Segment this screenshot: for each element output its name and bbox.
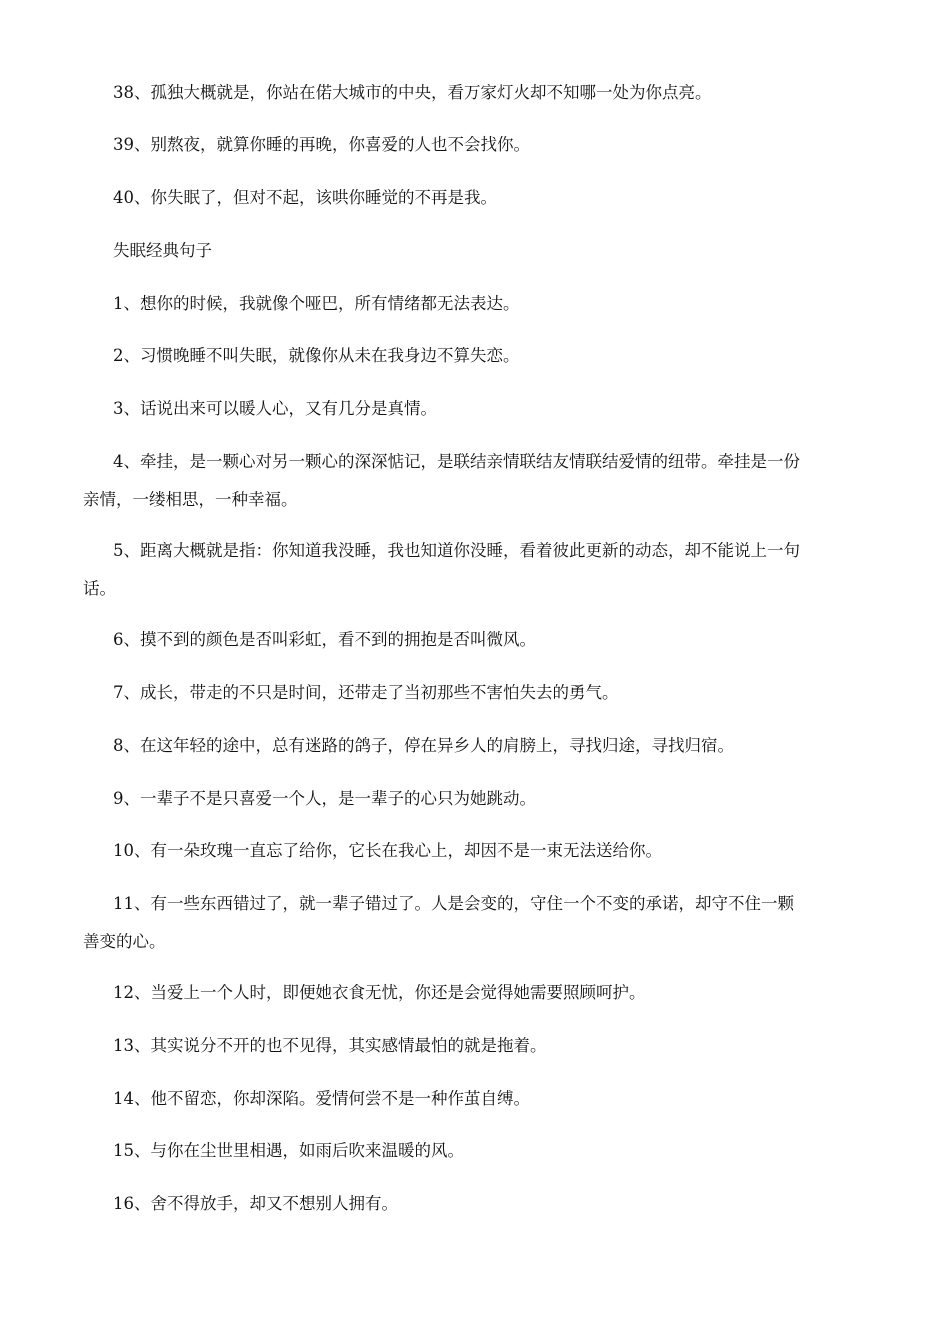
- quote-39: 39、别熬夜，就算你睡的再晚，你喜爱的人也不会找你。: [113, 135, 530, 154]
- quote-38: 38、孤独大概就是，你站在偌大城市的中央，看万家灯火却不知哪一处为你点亮。: [113, 83, 712, 102]
- quote-1: 1、想你的时候，我就像个哑巴，所有情绪都无法表达。: [113, 294, 520, 313]
- quote-5-continuation: 话。: [83, 579, 116, 598]
- quote-2: 2、习惯晚睡不叫失眠，就像你从未在我身边不算失恋。: [113, 346, 520, 365]
- quote-16: 16、舍不得放手，却又不想别人拥有。: [113, 1194, 398, 1213]
- quote-40: 40、你失眠了，但对不起，该哄你睡觉的不再是我。: [113, 188, 497, 207]
- quote-15: 15、与你在尘世里相遇，如雨后吹来温暖的风。: [113, 1141, 464, 1160]
- quote-3: 3、话说出来可以暖人心，又有几分是真情。: [113, 399, 437, 418]
- quote-9: 9、一辈子不是只喜爱一个人，是一辈子的心只为她跳动。: [113, 789, 536, 808]
- quote-7: 7、成长，带走的不只是时间，还带走了当初那些不害怕失去的勇气。: [113, 683, 619, 702]
- quote-4: 4、牵挂，是一颗心对另一颗心的深深惦记，是联结亲情联结友情联结爱情的纽带。牵挂是一份: [113, 452, 800, 471]
- quote-8: 8、在这年轻的途中，总有迷路的鸽子，停在异乡人的肩膀上，寻找归途，寻找归宿。: [113, 736, 734, 755]
- quote-4-continuation: 亲情，一缕相思，一种幸福。: [83, 490, 298, 509]
- quote-6: 6、摸不到的颜色是否叫彩虹，看不到的拥抱是否叫微风。: [113, 630, 536, 649]
- quote-12: 12、当爱上一个人时，即便她衣食无忧，你还是会觉得她需要照顾呵护。: [113, 983, 646, 1002]
- quote-14: 14、他不留恋，你却深陷。爱情何尝不是一种作茧自缚。: [113, 1089, 530, 1108]
- quote-5: 5、距离大概就是指：你知道我没睡，我也知道你没睡，看着彼此更新的动态，却不能说上一句: [113, 541, 800, 560]
- quote-10: 10、有一朵玫瑰一直忘了给你，它长在我心上，却因不是一束无法送给你。: [113, 841, 662, 860]
- quote-13: 13、其实说分不开的也不见得，其实感情最怕的就是拖着。: [113, 1036, 547, 1055]
- quote-11-continuation: 善变的心。: [83, 932, 166, 951]
- section-heading: 失眠经典句子: [113, 241, 212, 260]
- quote-11: 11、有一些东西错过了，就一辈子错过了。人是会变的，守住一个不变的承诺，却守不住一颗: [113, 894, 794, 913]
